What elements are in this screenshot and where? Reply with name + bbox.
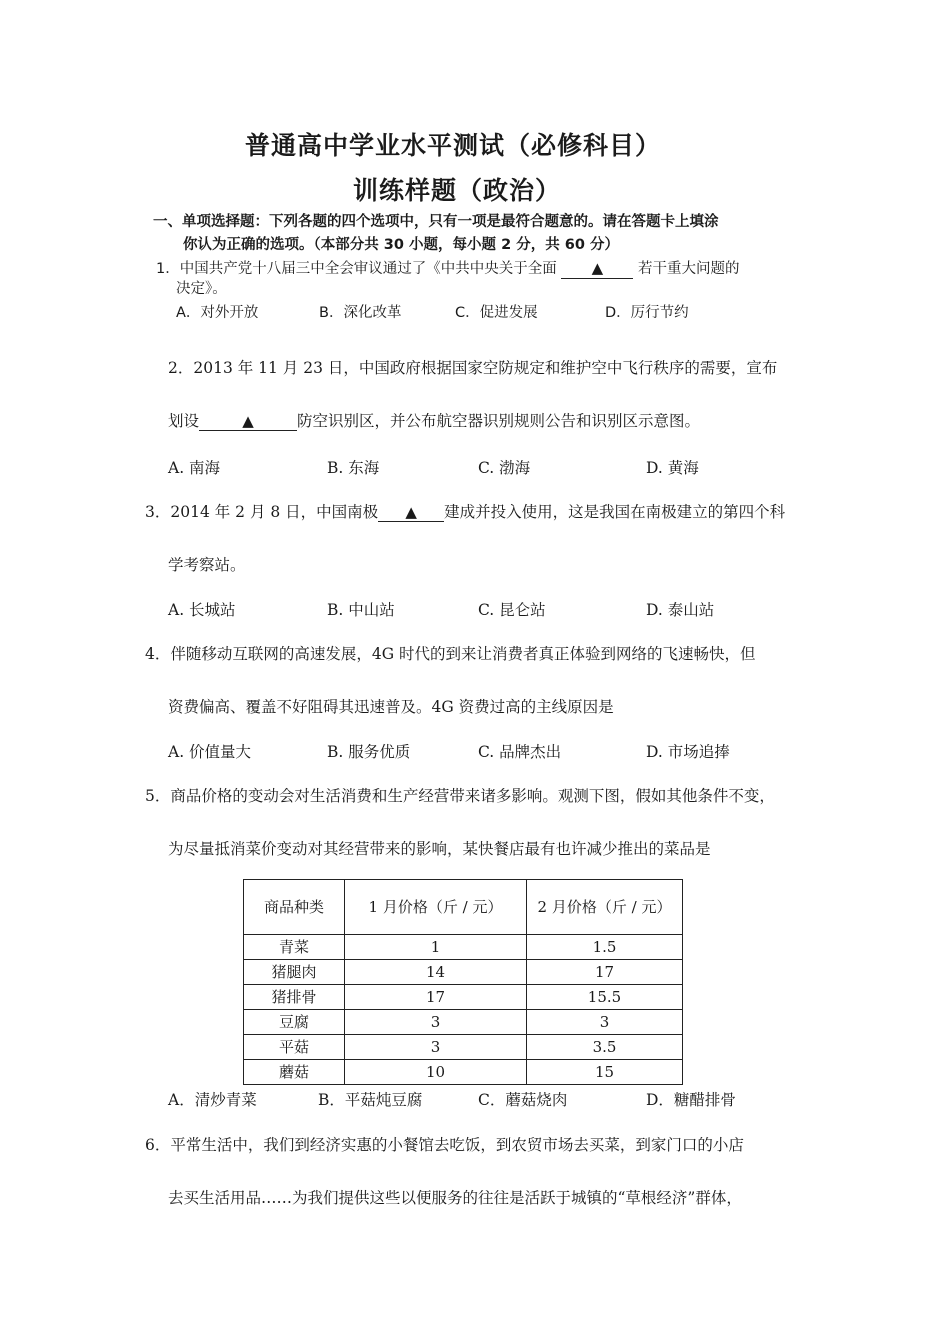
table-cell: 17 [527, 960, 683, 985]
question-4-option-d: D. 市场追捧 [646, 743, 730, 761]
question-2-line2 [168, 409, 700, 431]
table-row [244, 960, 683, 985]
question-4-option-a: A. 价值量大 [168, 743, 252, 761]
table-cell: 10 [345, 1060, 527, 1085]
question-2-text-pre: 划设 [168, 412, 200, 430]
blank-marker: ▲ [405, 503, 417, 521]
table-cell: 3.5 [527, 1035, 683, 1060]
table-cell: 平菇 [244, 1035, 345, 1060]
answer-blank [378, 503, 444, 522]
question-3-option-b: B. 中山站 [327, 601, 395, 619]
table-cell: 猪腿肉 [244, 960, 345, 985]
question-3-text-post: 建成并投入使用，这是我国在南极建立的第四个科 [444, 503, 786, 521]
section-instruction-line2: 你认为正确的选项。（本部分共 30 小题，每小题 2 分，共 60 分） [183, 237, 619, 253]
question-2-option-c: C. 渤海 [478, 459, 531, 477]
question-4-line2: 资费偏高、覆盖不好阻碍其迅速普及。4G 资费过高的主线原因是 [168, 698, 614, 716]
table-header-cell: 1 月价格（斤 / 元） [345, 880, 527, 935]
question-2-line1: 2．2013 年 11 月 23 日，中国政府根据国家空防规定和维护空中飞行秩序的需要，宣布 [168, 359, 778, 377]
question-1-line2: 决定》。 [176, 281, 227, 297]
question-3-option-d: D. 泰山站 [646, 601, 715, 619]
table-header-row [244, 880, 683, 935]
question-1-option-b: B．深化改革 [319, 305, 402, 321]
table-cell: 3 [527, 1010, 683, 1035]
table-cell: 15 [527, 1060, 683, 1085]
question-2-option-d: D. 黄海 [646, 459, 699, 477]
question-1-line1 [156, 257, 739, 279]
table-row [244, 985, 683, 1010]
question-3-line1 [145, 500, 785, 522]
question-1-option-a: A．对外开放 [176, 305, 259, 321]
question-1-option-d: D．厉行节约 [605, 305, 689, 321]
question-5-option-b: B．平菇炖豆腐 [318, 1091, 423, 1109]
table-cell: 15.5 [527, 985, 683, 1010]
table-cell: 1.5 [527, 935, 683, 960]
table-row [244, 1035, 683, 1060]
table-cell: 青菜 [244, 935, 345, 960]
question-1-option-c: C．促进发展 [455, 305, 538, 321]
blank-marker: ▲ [591, 259, 604, 277]
answer-blank [199, 412, 297, 431]
table-header-cell: 2 月价格（斤 / 元） [527, 880, 683, 935]
question-2-option-b: B. 东海 [327, 459, 380, 477]
table-row [244, 935, 683, 960]
table-cell: 17 [345, 985, 527, 1010]
section-instruction-line1: 一、单项选择题：下列各题的四个选项中，只有一项是最符合题意的。请在答题卡上填涂 [153, 214, 719, 230]
table-cell: 3 [345, 1010, 527, 1035]
table-cell: 蘑菇 [244, 1060, 345, 1085]
table-cell: 1 [345, 935, 527, 960]
page-subtitle: 训练样题（政治） [353, 176, 562, 205]
table-header-cell: 商品种类 [244, 880, 345, 935]
question-2-option-a: A. 南海 [168, 459, 221, 477]
question-3-option-a: A. 长城站 [168, 601, 236, 619]
table-cell: 14 [345, 960, 527, 985]
table-row [244, 1010, 683, 1035]
question-3-option-c: C. 昆仑站 [478, 601, 546, 619]
question-6-line2: 去买生活用品……为我们提供这些以便服务的往往是活跃于城镇的“草根经济”群体， [168, 1189, 742, 1207]
answer-blank [561, 259, 633, 279]
blank-marker: ▲ [242, 412, 254, 430]
question-5-line2: 为尽量抵消菜价变动对其经营带来的影响，某快餐店最有也许减少推出的菜品是 [168, 840, 711, 858]
question-5-option-a: A．清炒青菜 [168, 1091, 257, 1109]
question-4-option-b: B. 服务优质 [327, 743, 411, 761]
table-cell: 豆腐 [244, 1010, 345, 1035]
question-1-text-pre: 1．中国共产党十八届三中全会审议通过了《中共中央关于全面 [156, 261, 557, 277]
page-title: 普通高中学业水平测试（必修科目） [245, 131, 662, 160]
question-4-line1: 4．伴随移动互联网的高速发展，4G 时代的到来让消费者真正体验到网络的飞速畅快，但 [145, 645, 756, 663]
question-4-option-c: C. 品牌杰出 [478, 743, 562, 761]
question-5-option-c: C．蘑菇烧肉 [478, 1091, 568, 1109]
price-table [243, 879, 683, 1085]
question-5-line1: 5．商品价格的变动会对生活消费和生产经营带来诸多影响。观测下图，假如其他条件不变， [145, 787, 775, 805]
table-row [244, 1060, 683, 1085]
table-cell: 3 [345, 1035, 527, 1060]
question-6-line1: 6．平常生活中，我们到经济实惠的小餐馆去吃饭，到农贸市场去买菜，到家门口的小店 [145, 1136, 744, 1154]
question-3-line2: 学考察站。 [168, 556, 246, 574]
question-2-text-post: 防空识别区，并公布航空器识别规则公告和识别区示意图。 [297, 412, 701, 430]
question-5-option-d: D．糖醋排骨 [646, 1091, 736, 1109]
table-cell: 猪排骨 [244, 985, 345, 1010]
question-1-text-post: 若干重大问题的 [637, 261, 740, 277]
question-3-text-pre: 3．2014 年 2 月 8 日，中国南极 [145, 503, 379, 521]
